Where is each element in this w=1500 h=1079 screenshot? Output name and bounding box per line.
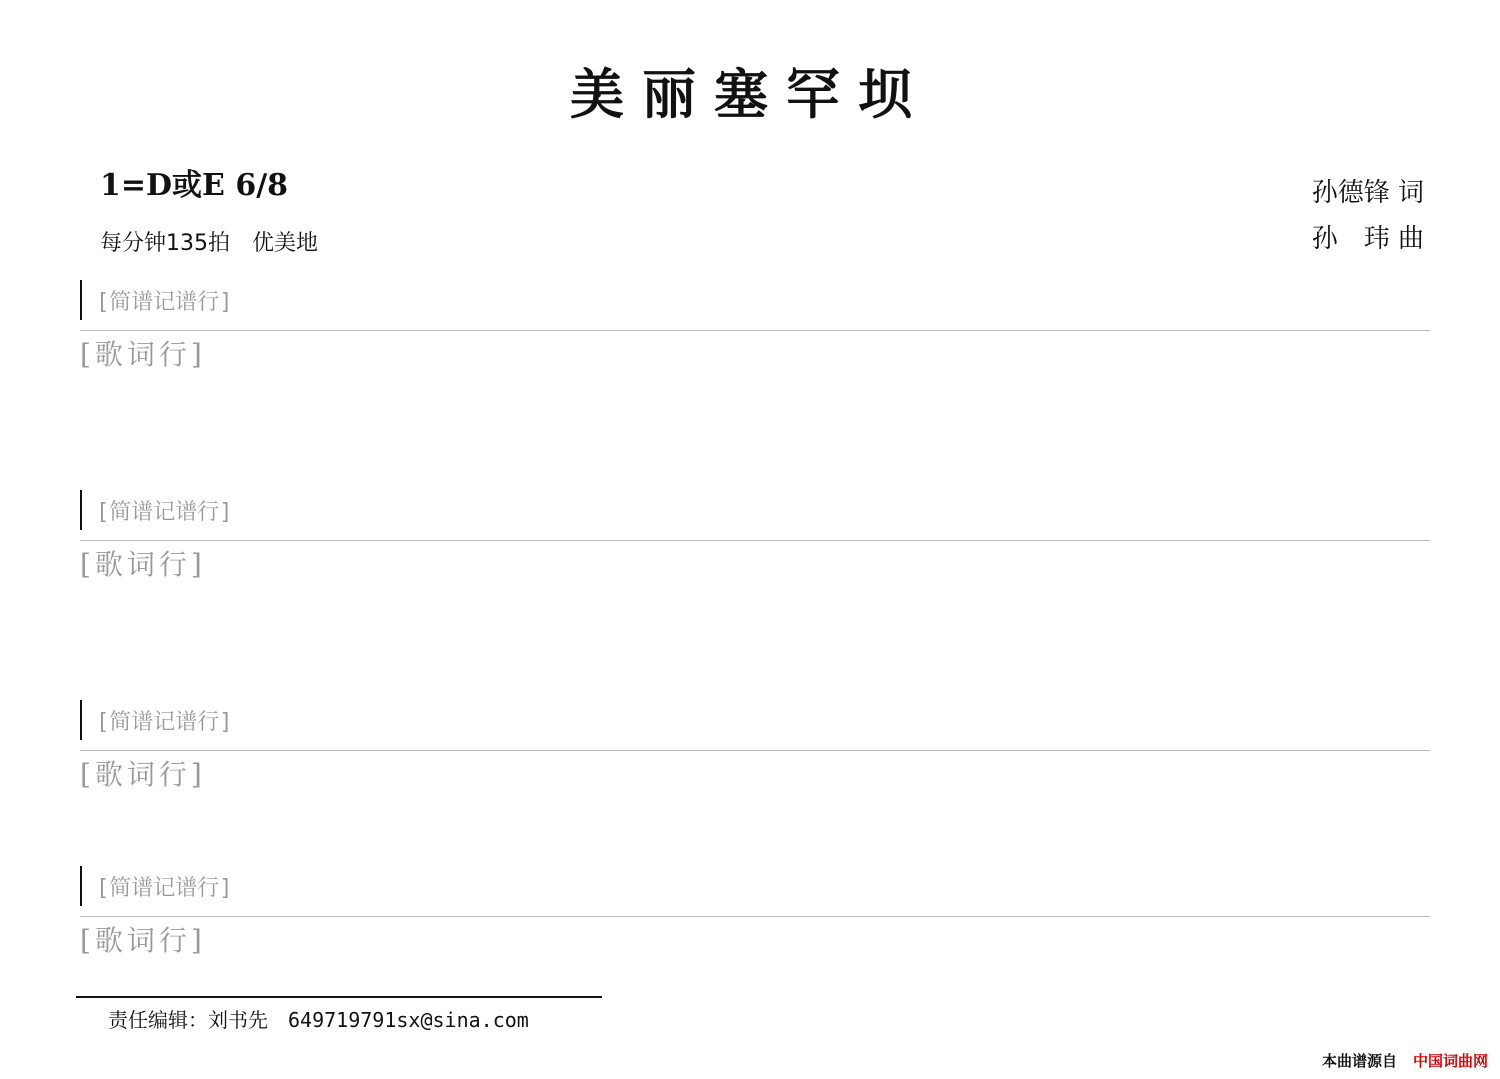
- lyricist-credit: 孙德锋 词: [1311, 178, 1424, 208]
- notation-placeholder: [简谱记谱行]: [80, 690, 1430, 751]
- source-watermark: [1322, 1050, 1488, 1071]
- source-site: 中国词曲网: [1412, 1052, 1488, 1070]
- footer-rule: [76, 996, 602, 998]
- editor-credit: 责任编辑：刘书先 649719791sx@sina.com: [108, 1008, 529, 1032]
- score-line-3: [80, 690, 1430, 795]
- source-label: 本曲谱源自: [1321, 1052, 1397, 1070]
- score-line-4: [80, 856, 1430, 961]
- lyric-placeholder: [歌词行]: [80, 548, 206, 581]
- score-header-left: [100, 160, 318, 257]
- score-title: 美丽塞罕坝: [570, 62, 930, 126]
- composer-credit: 孙 玮 曲: [1311, 224, 1424, 254]
- score-line-1: [80, 270, 1430, 375]
- lyric-placeholder: [歌词行]: [80, 758, 206, 791]
- notation-placeholder: [简谱记谱行]: [80, 856, 1430, 917]
- notation-placeholder: [简谱记谱行]: [80, 480, 1430, 541]
- tempo-marking: 每分钟135拍 优美地: [100, 231, 318, 256]
- lyric-placeholder: [歌词行]: [80, 924, 206, 957]
- score-credits: [1312, 170, 1424, 262]
- key-signature: 1=D或E 6/8: [100, 168, 289, 203]
- score-line-2: [80, 480, 1430, 585]
- notation-placeholder: [简谱记谱行]: [80, 270, 1430, 331]
- lyric-placeholder: [歌词行]: [80, 338, 206, 371]
